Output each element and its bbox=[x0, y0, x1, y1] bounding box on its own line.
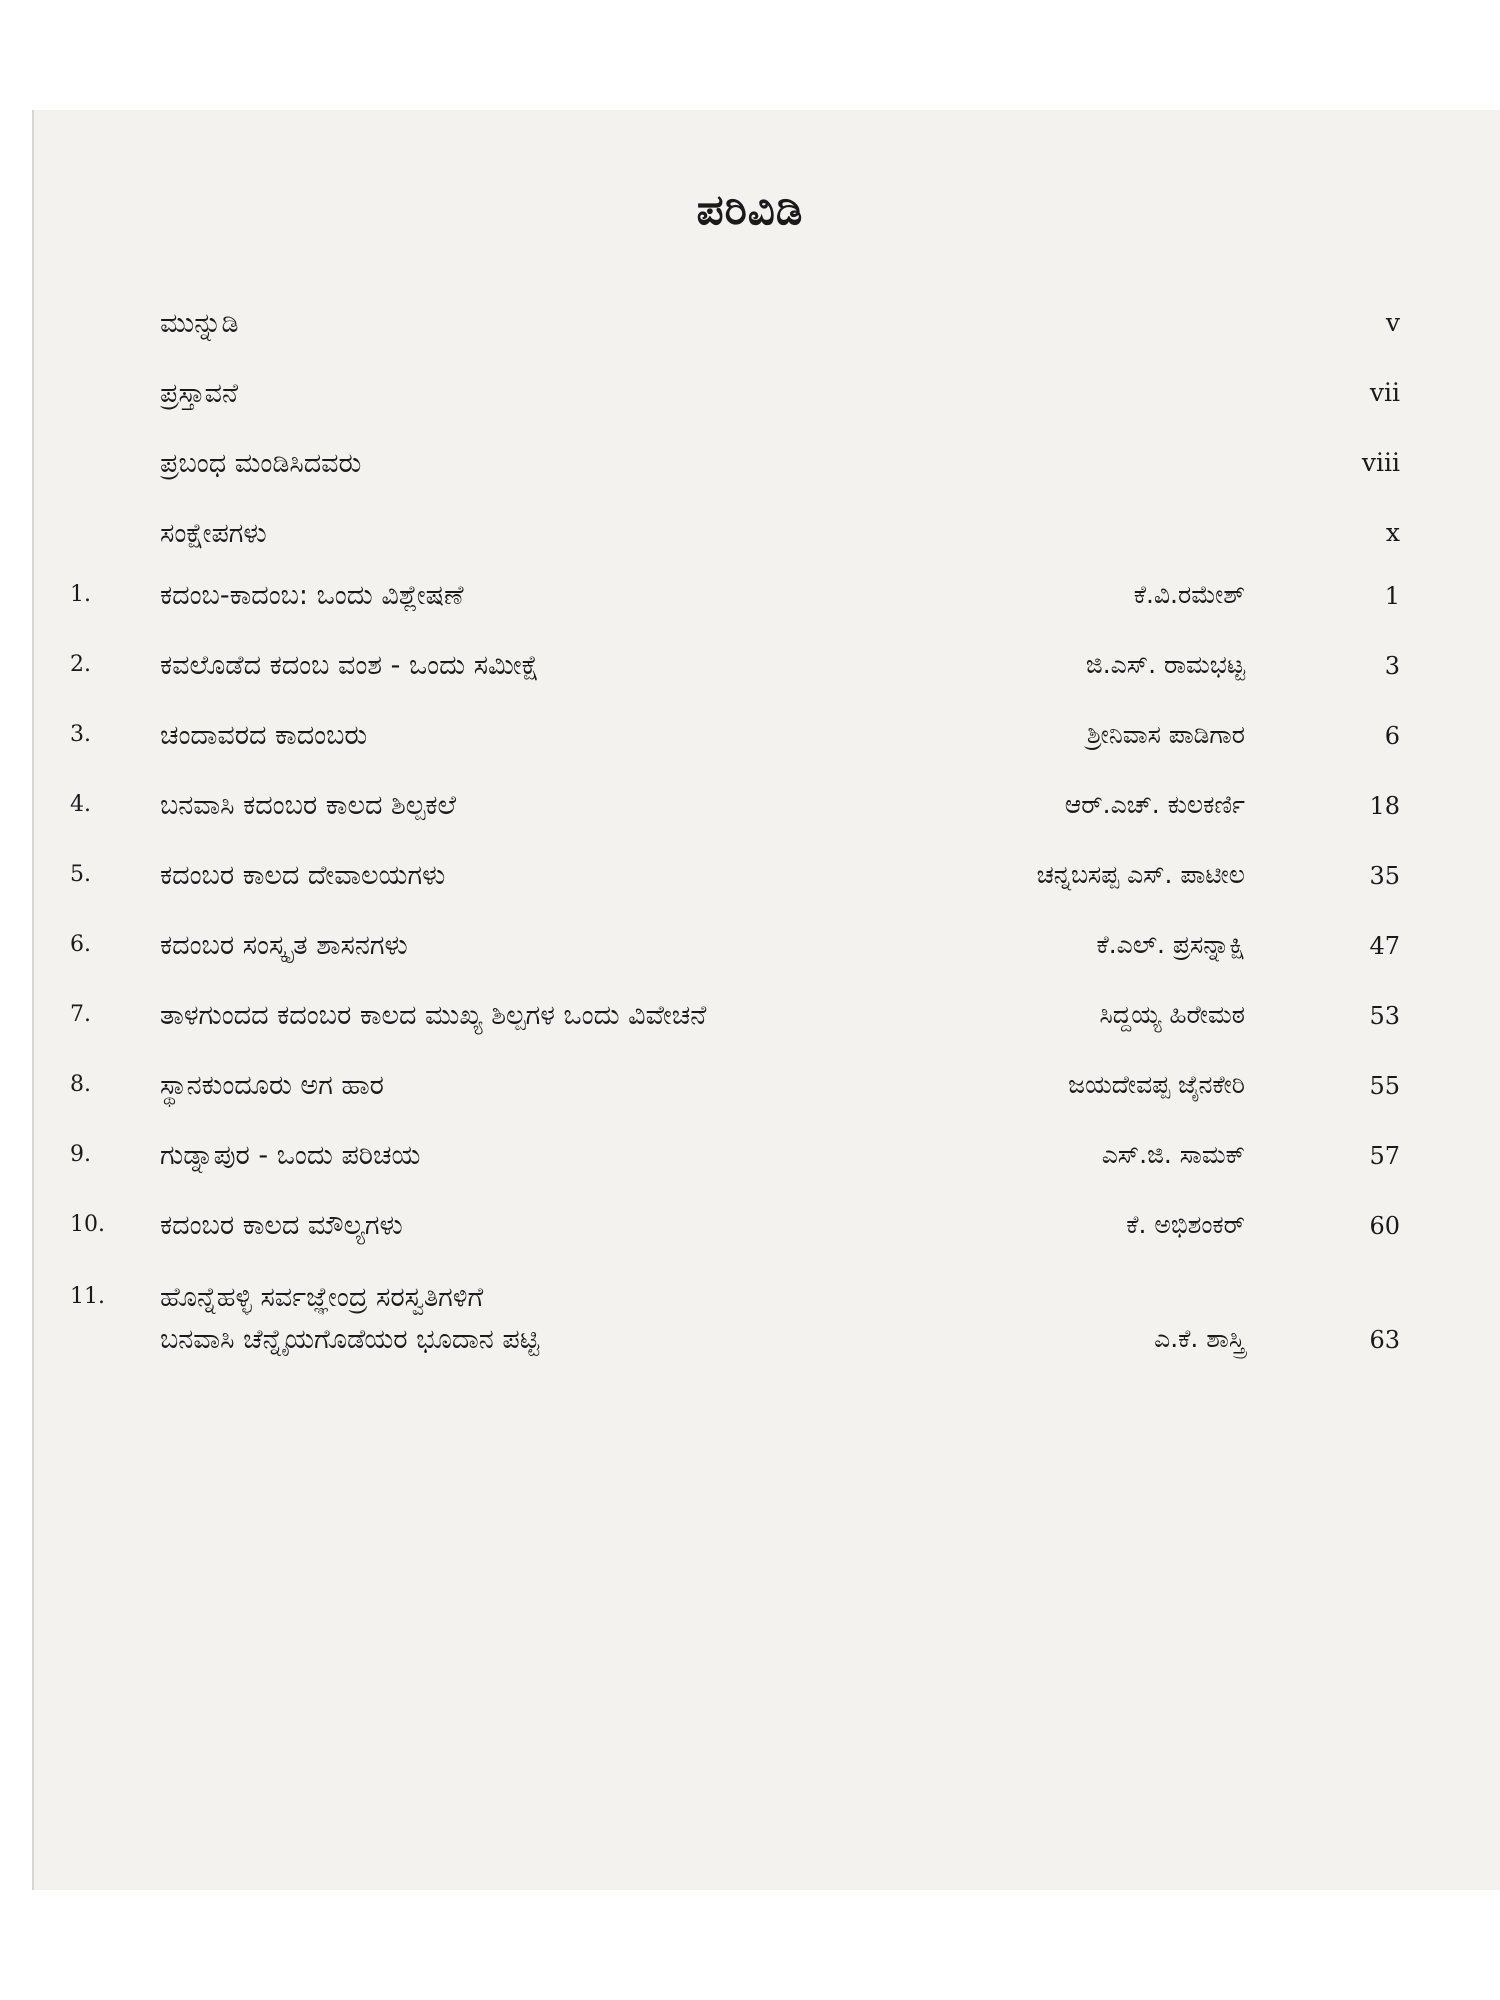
toc-entry bbox=[70, 720, 1400, 760]
entry-title: ಕದಂಬ-ಕಾದಂಬ: ಒಂದು ವಿಶ್ಲೇಷಣೆ bbox=[160, 580, 464, 611]
toc-entry bbox=[70, 860, 1400, 900]
entry-page: 60 bbox=[1369, 1212, 1400, 1240]
entry-page: 55 bbox=[1369, 1072, 1400, 1100]
toc-entry bbox=[70, 580, 1400, 620]
entry-number: 5. bbox=[70, 862, 91, 887]
entry-author: ಆರ್.ಎಚ್. ಕುಲಕರ್ಣಿ bbox=[1064, 790, 1245, 819]
front-matter-label: ಪ್ರಬಂಧ ಮಂಡಿಸಿದವರು bbox=[160, 448, 362, 479]
page-title: ಪರಿವಿಡಿ bbox=[696, 185, 804, 234]
toc-entry bbox=[70, 650, 1400, 690]
entry-title: ಬನವಾಸಿ ಕದಂಬರ ಕಾಲದ ಶಿಲ್ಪಕಲೆ bbox=[160, 790, 457, 821]
front-matter-label: ಪ್ರಸ್ತಾವನೆ bbox=[160, 378, 239, 409]
front-matter-page: v bbox=[1385, 308, 1400, 337]
entry-number: 8. bbox=[70, 1072, 91, 1097]
toc-entry bbox=[70, 1070, 1400, 1110]
entry-author: ಕೆ.ಎಲ್. ಪ್ರಸನ್ನಾಕ್ಷಿ bbox=[1096, 930, 1245, 959]
entry-title: ಚಂದಾವರದ ಕಾದಂಬರು bbox=[160, 720, 368, 751]
entry-number: 10. bbox=[70, 1212, 105, 1237]
toc-entry bbox=[70, 790, 1400, 830]
front-matter-page: viii bbox=[1361, 448, 1400, 477]
front-matter-label: ಮುನ್ನುಡಿ bbox=[160, 308, 239, 339]
entry-page: 63 bbox=[1369, 1326, 1400, 1354]
entry-author: ಚನ್ನಬಸಪ್ಪ ಎಸ್. ಪಾಟೀಲ bbox=[1036, 860, 1245, 889]
entry-page: 57 bbox=[1369, 1142, 1400, 1170]
entry-title: ಕದಂಬರ ಕಾಲದ ದೇವಾಲಯಗಳು bbox=[160, 860, 446, 891]
front-matter-label: ಸಂಕ್ಷೇಪಗಳು bbox=[160, 518, 267, 549]
front-matter-page: x bbox=[1385, 518, 1400, 547]
entry-number: 4. bbox=[70, 792, 91, 817]
entry-title: ಹೊನ್ನೆಹಳ್ಳಿ ಸರ್ವಜ್ಞೇಂದ್ರ ಸರಸ್ವತಿಗಳಿಗೆ bbox=[160, 1282, 484, 1313]
entry-page: 53 bbox=[1369, 1002, 1400, 1030]
entry-author: ಶ್ರೀನಿವಾಸ ಪಾಡಿಗಾರ bbox=[1086, 720, 1245, 749]
entry-number: 9. bbox=[70, 1142, 91, 1167]
toc-entry bbox=[70, 1000, 1400, 1040]
entry-number: 3. bbox=[70, 722, 91, 747]
front-matter-item bbox=[160, 378, 1400, 418]
entry-title: ಕದಂಬರ ಕಾಲದ ಮೌಲ್ಯಗಳು bbox=[160, 1210, 403, 1241]
entry-author: ಎ.ಕೆ. ಶಾಸ್ತ್ರಿ bbox=[1154, 1324, 1245, 1353]
entry-title-line2: ಬನವಾಸಿ ಚೆನ್ನೈಯಗೊಡೆಯರ ಭೂದಾನ ಪಟ್ಟಿ bbox=[160, 1324, 540, 1355]
front-matter-page: vii bbox=[1369, 378, 1400, 407]
entry-number: 1. bbox=[70, 582, 91, 607]
entry-author: ಜಯದೇವಪ್ಪ ಜೈನಕೇರಿ bbox=[1068, 1070, 1245, 1099]
entry-page: 18 bbox=[1369, 792, 1400, 820]
entry-author: ಜಿ.ಎಸ್. ರಾಮಭಟ್ಟ bbox=[1085, 650, 1245, 679]
entry-page: 47 bbox=[1369, 932, 1400, 960]
toc-entry bbox=[70, 1140, 1400, 1180]
entry-author: ಕೆ.ವಿ.ರಮೇಶ್ bbox=[1133, 580, 1245, 609]
entry-number: 11. bbox=[70, 1284, 105, 1309]
entry-page: 1 bbox=[1384, 582, 1400, 610]
toc-entry bbox=[70, 1282, 1400, 1372]
entry-title: ತಾಳಗುಂದದ ಕದಂಬರ ಕಾಲದ ಮುಖ್ಯ ಶಿಲ್ಪಗಳ ಒಂದು ವಿವೇಚನೆ bbox=[160, 1000, 707, 1031]
entry-number: 7. bbox=[70, 1002, 91, 1027]
toc-entry bbox=[70, 930, 1400, 970]
entry-title: ಗುಡ್ನಾಪುರ - ಒಂದು ಪರಿಚಯ bbox=[160, 1140, 421, 1171]
front-matter-item bbox=[160, 308, 1400, 348]
entry-page: 6 bbox=[1384, 722, 1400, 750]
toc-entry bbox=[70, 1210, 1400, 1250]
entry-author: ಎಸ್.ಜಿ. ಸಾಮಕ್ bbox=[1101, 1140, 1245, 1169]
entry-title: ಕದಂಬರ ಸಂಸ್ಕೃತ ಶಾಸನಗಳು bbox=[160, 930, 408, 961]
entry-title: ಕವಲೊಡೆದ ಕದಂಬ ವಂಶ - ಒಂದು ಸಮೀಕ್ಷೆ bbox=[160, 650, 540, 681]
entry-title: ಸ್ಥಾನಕುಂದೂರು ಅಗ ಹಾರ bbox=[160, 1070, 384, 1101]
entry-author: ಕೆ. ಅಭಿಶಂಕರ್ bbox=[1126, 1210, 1245, 1239]
entry-number: 2. bbox=[70, 652, 91, 677]
entry-page: 3 bbox=[1384, 652, 1400, 680]
front-matter-item bbox=[160, 448, 1400, 488]
entry-page: 35 bbox=[1369, 862, 1400, 890]
front-matter-item bbox=[160, 518, 1400, 558]
entry-number: 6. bbox=[70, 932, 91, 957]
entry-author: ಸಿದ್ದಯ್ಯ ಹಿರೇಮಠ bbox=[1099, 1000, 1245, 1029]
